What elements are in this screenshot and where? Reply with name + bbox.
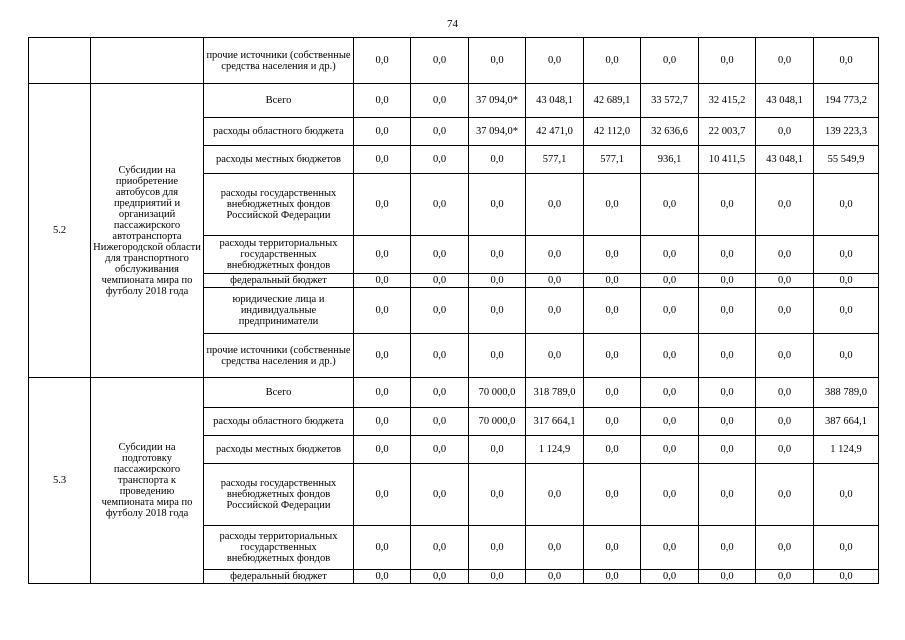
value-cell: 0,0 [584, 378, 641, 408]
value-cell: 0,0 [584, 526, 641, 570]
value-cell: 0,0 [699, 436, 756, 464]
value-cell: 37 094,0* [469, 118, 526, 146]
value-cell: 317 664,1 [526, 408, 584, 436]
value-cell: 0,0 [814, 288, 879, 334]
value-cell: 0,0 [756, 526, 814, 570]
value-cell: 0,0 [526, 174, 584, 236]
value-cell: 0,0 [584, 288, 641, 334]
funding-source: прочие источники (собственные средства населения и др.) [204, 38, 354, 84]
value-cell: 22 003,7 [699, 118, 756, 146]
value-cell: 0,0 [756, 288, 814, 334]
value-cell: 0,0 [411, 118, 469, 146]
value-cell: 0,0 [584, 274, 641, 288]
item-number [29, 38, 91, 84]
value-cell: 0,0 [756, 408, 814, 436]
value-cell: 32 636,6 [641, 118, 699, 146]
value-cell: 70 000,0 [469, 378, 526, 408]
value-cell: 32 415,2 [699, 84, 756, 118]
value-cell: 43 048,1 [756, 146, 814, 174]
value-cell: 0,0 [756, 334, 814, 378]
value-cell: 0,0 [584, 464, 641, 526]
funding-source: расходы областного бюджета [204, 118, 354, 146]
value-cell: 0,0 [354, 464, 411, 526]
value-cell: 1 124,9 [526, 436, 584, 464]
value-cell: 0,0 [699, 378, 756, 408]
value-cell: 0,0 [814, 236, 879, 274]
value-cell: 0,0 [584, 436, 641, 464]
value-cell: 0,0 [354, 38, 411, 84]
value-cell: 55 549,9 [814, 146, 879, 174]
value-cell: 0,0 [526, 236, 584, 274]
funding-source: Всего [204, 84, 354, 118]
table-row [29, 378, 879, 408]
item-number: 5.2 [29, 84, 91, 378]
value-cell: 0,0 [526, 38, 584, 84]
value-cell: 0,0 [469, 146, 526, 174]
value-cell: 577,1 [584, 146, 641, 174]
budget-table [28, 37, 879, 584]
value-cell: 0,0 [699, 408, 756, 436]
value-cell: 0,0 [699, 38, 756, 84]
value-cell: 0,0 [469, 38, 526, 84]
value-cell: 0,0 [814, 464, 879, 526]
value-cell: 0,0 [641, 274, 699, 288]
funding-source: федеральный бюджет [204, 274, 354, 288]
value-cell: 0,0 [354, 118, 411, 146]
value-cell: 0,0 [411, 526, 469, 570]
value-cell: 0,0 [756, 118, 814, 146]
page-number: 74 [447, 18, 458, 30]
value-cell: 0,0 [354, 288, 411, 334]
value-cell: 0,0 [814, 526, 879, 570]
value-cell: 0,0 [354, 408, 411, 436]
value-cell: 0,0 [641, 174, 699, 236]
item-name: Субсидии на приобретение автобусов для предприятий и организаций пассажирского автотранспорта Нижегородской области для транспортного обслуживания чемпионата мира по футболу 2018 года [91, 84, 204, 378]
value-cell: 0,0 [411, 38, 469, 84]
funding-source: федеральный бюджет [204, 570, 354, 584]
value-cell: 0,0 [411, 408, 469, 436]
value-cell: 0,0 [584, 334, 641, 378]
value-cell: 0,0 [526, 570, 584, 584]
value-cell: 0,0 [641, 378, 699, 408]
value-cell: 42 112,0 [584, 118, 641, 146]
value-cell: 0,0 [584, 236, 641, 274]
value-cell: 0,0 [469, 274, 526, 288]
value-cell: 387 664,1 [814, 408, 879, 436]
funding-source: расходы областного бюджета [204, 408, 354, 436]
value-cell: 0,0 [469, 436, 526, 464]
value-cell: 0,0 [756, 378, 814, 408]
value-cell: 0,0 [641, 334, 699, 378]
value-cell: 0,0 [411, 174, 469, 236]
item-name: Субсидии на подготовку пассажирского транспорта к проведению чемпионата мира по футболу 2018 года [91, 378, 204, 584]
value-cell: 0,0 [411, 334, 469, 378]
value-cell: 0,0 [411, 464, 469, 526]
value-cell: 10 411,5 [699, 146, 756, 174]
value-cell: 0,0 [641, 236, 699, 274]
value-cell: 0,0 [469, 526, 526, 570]
value-cell: 0,0 [814, 334, 879, 378]
funding-source: Всего [204, 378, 354, 408]
item-name [91, 38, 204, 84]
value-cell: 0,0 [354, 334, 411, 378]
value-cell: 0,0 [354, 526, 411, 570]
value-cell: 0,0 [699, 464, 756, 526]
value-cell: 0,0 [411, 288, 469, 334]
value-cell: 0,0 [756, 570, 814, 584]
value-cell: 0,0 [411, 84, 469, 118]
value-cell: 0,0 [699, 288, 756, 334]
value-cell: 0,0 [354, 274, 411, 288]
value-cell: 0,0 [699, 274, 756, 288]
value-cell: 0,0 [411, 378, 469, 408]
value-cell: 0,0 [814, 38, 879, 84]
value-cell: 0,0 [641, 436, 699, 464]
value-cell: 0,0 [354, 174, 411, 236]
value-cell: 0,0 [699, 174, 756, 236]
value-cell: 577,1 [526, 146, 584, 174]
value-cell: 0,0 [699, 236, 756, 274]
value-cell: 0,0 [756, 464, 814, 526]
value-cell: 1 124,9 [814, 436, 879, 464]
value-cell: 0,0 [469, 570, 526, 584]
value-cell: 0,0 [526, 464, 584, 526]
value-cell: 0,0 [641, 288, 699, 334]
item-number: 5.3 [29, 378, 91, 584]
value-cell: 0,0 [354, 570, 411, 584]
funding-source: расходы государственных внебюджетных фондов Российской Федерации [204, 464, 354, 526]
value-cell: 0,0 [641, 464, 699, 526]
value-cell: 0,0 [411, 274, 469, 288]
value-cell: 0,0 [411, 236, 469, 274]
value-cell: 936,1 [641, 146, 699, 174]
value-cell: 0,0 [641, 570, 699, 584]
value-cell: 0,0 [584, 38, 641, 84]
value-cell: 0,0 [354, 436, 411, 464]
funding-source: юридические лица и индивидуальные предприниматели [204, 288, 354, 334]
value-cell: 0,0 [584, 408, 641, 436]
value-cell: 33 572,7 [641, 84, 699, 118]
value-cell: 70 000,0 [469, 408, 526, 436]
value-cell: 0,0 [469, 464, 526, 526]
value-cell: 42 689,1 [584, 84, 641, 118]
value-cell: 0,0 [354, 146, 411, 174]
value-cell: 43 048,1 [756, 84, 814, 118]
value-cell: 0,0 [354, 236, 411, 274]
value-cell: 0,0 [756, 174, 814, 236]
value-cell: 388 789,0 [814, 378, 879, 408]
value-cell: 0,0 [756, 436, 814, 464]
value-cell: 139 223,3 [814, 118, 879, 146]
value-cell: 194 773,2 [814, 84, 879, 118]
value-cell: 0,0 [411, 570, 469, 584]
funding-source: расходы территориальных государственных внебюджетных фондов [204, 526, 354, 570]
value-cell: 0,0 [584, 570, 641, 584]
value-cell: 43 048,1 [526, 84, 584, 118]
value-cell: 0,0 [469, 174, 526, 236]
value-cell: 42 471,0 [526, 118, 584, 146]
value-cell: 0,0 [526, 274, 584, 288]
value-cell: 0,0 [756, 274, 814, 288]
value-cell: 0,0 [469, 236, 526, 274]
budget-body [29, 38, 879, 584]
value-cell: 0,0 [756, 38, 814, 84]
funding-source: прочие источники (собственные средства населения и др.) [204, 334, 354, 378]
table-row [29, 84, 879, 118]
value-cell: 0,0 [411, 146, 469, 174]
value-cell: 0,0 [641, 38, 699, 84]
value-cell: 0,0 [641, 526, 699, 570]
table-row [29, 38, 879, 84]
value-cell: 0,0 [756, 236, 814, 274]
value-cell: 0,0 [814, 174, 879, 236]
value-cell: 0,0 [354, 378, 411, 408]
value-cell: 0,0 [699, 526, 756, 570]
value-cell: 0,0 [641, 408, 699, 436]
funding-source: расходы территориальных государственных внебюджетных фондов [204, 236, 354, 274]
value-cell: 0,0 [526, 288, 584, 334]
value-cell: 0,0 [699, 334, 756, 378]
value-cell: 0,0 [469, 288, 526, 334]
value-cell: 0,0 [411, 436, 469, 464]
value-cell: 0,0 [526, 334, 584, 378]
value-cell: 0,0 [814, 274, 879, 288]
funding-source: расходы местных бюджетов [204, 436, 354, 464]
value-cell: 318 789,0 [526, 378, 584, 408]
funding-source: расходы местных бюджетов [204, 146, 354, 174]
value-cell: 0,0 [469, 334, 526, 378]
value-cell: 0,0 [584, 174, 641, 236]
value-cell: 0,0 [699, 570, 756, 584]
value-cell: 0,0 [354, 84, 411, 118]
value-cell: 0,0 [814, 570, 879, 584]
value-cell: 37 094,0* [469, 84, 526, 118]
funding-source: расходы государственных внебюджетных фондов Российской Федерации [204, 174, 354, 236]
value-cell: 0,0 [526, 526, 584, 570]
